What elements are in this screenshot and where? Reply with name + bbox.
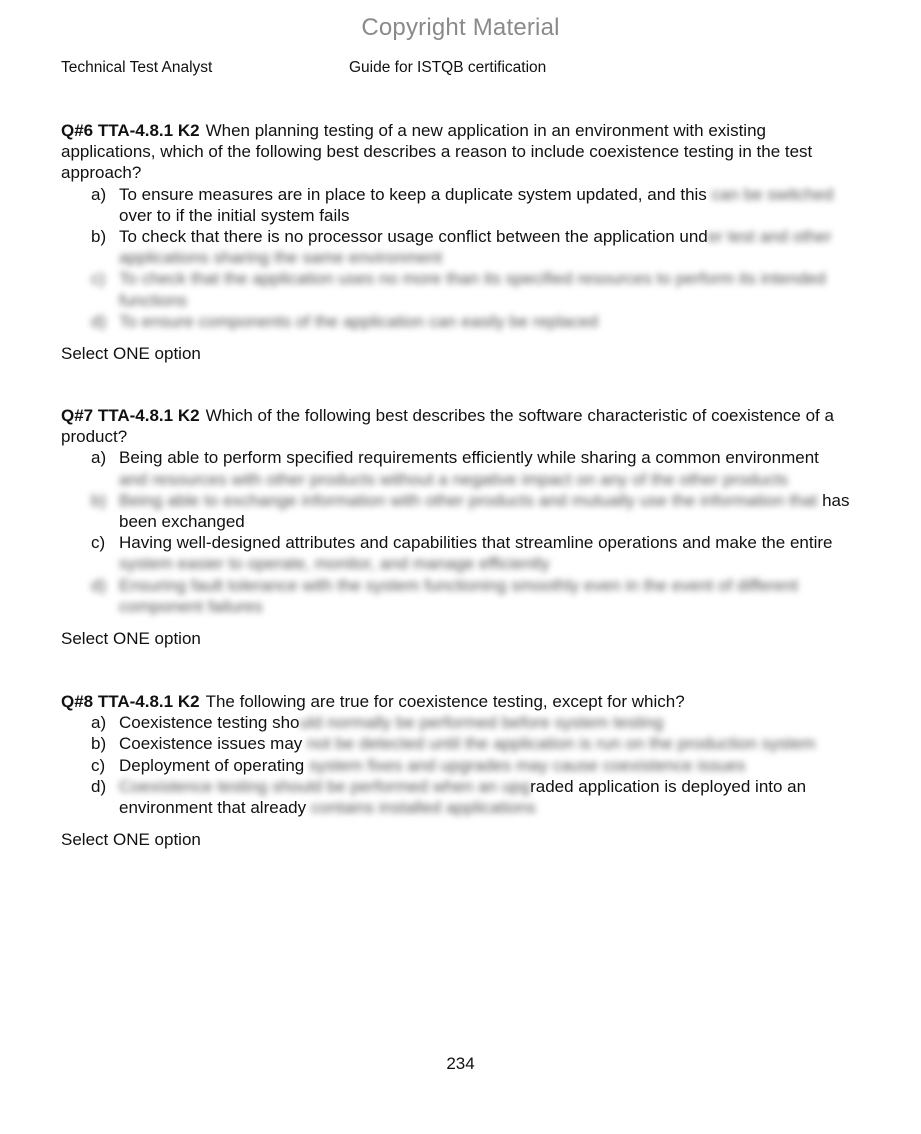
question-id: Q#8 TTA-4.8.1 K2	[61, 692, 200, 711]
question-8	[61, 691, 851, 850]
select-instruction: Select ONE option	[61, 830, 201, 850]
question-id: Q#7 TTA-4.8.1 K2	[61, 406, 200, 425]
option-letter: d)	[91, 311, 107, 331]
option-letter: c)	[91, 533, 106, 553]
question-6	[61, 120, 851, 364]
option-b	[61, 490, 851, 532]
option-list	[61, 447, 851, 617]
option-letter: c)	[91, 755, 106, 775]
option-text: Being able to perform specified requirements efficiently while sharing a common environment	[119, 448, 819, 468]
option-text-blurred: uld normally be performed before system testing	[299, 713, 664, 733]
question-text: The following are true for coexistence testing, except for which?	[205, 692, 685, 711]
option-list	[61, 184, 851, 332]
option-a	[61, 712, 851, 733]
question-header	[61, 691, 851, 712]
option-b	[61, 226, 851, 268]
page-number: 234	[446, 1054, 475, 1073]
option-letter: d)	[91, 575, 107, 595]
copyright-watermark: Copyright Material	[361, 14, 560, 41]
option-letter: b)	[91, 734, 107, 754]
header-center: Guide for ISTQB certification	[349, 59, 547, 76]
option-text-blurred: Being able to exchange information with other products and mutually use the information that	[119, 490, 818, 510]
option-text-blurred: system fixes and upgrades may cause coexistence issues	[304, 755, 746, 775]
option-c	[61, 755, 851, 776]
option-c	[61, 532, 851, 574]
option-b	[61, 733, 851, 754]
option-text-after: raded application is deployed into an environment that already	[119, 776, 807, 818]
option-a	[61, 184, 851, 226]
select-instruction: Select ONE option	[61, 629, 201, 649]
option-text-blurred: Coexistence testing should be performed when an upg	[119, 776, 531, 796]
option-letter: c)	[91, 269, 106, 289]
option-text-blurred: and resources with other products without a negative impact on any of the other products	[119, 469, 789, 489]
option-d	[61, 776, 851, 818]
question-text: Which of the following best describes the software characteristic of coexistence of a product?	[61, 406, 834, 447]
option-c	[61, 268, 851, 310]
option-list	[61, 712, 851, 818]
option-text-blurred: To check that the application uses no more than its specified resources to perform its intended functions	[119, 269, 826, 310]
header-left: Technical Test Analyst	[61, 59, 213, 76]
option-letter: a)	[91, 448, 107, 468]
option-a	[61, 447, 851, 489]
question-header	[61, 405, 851, 447]
question-text: When planning testing of a new application in an environment with existing applications, which of the following best describes a reason to include coexistence testing in the test approach?	[61, 121, 813, 183]
option-d	[61, 311, 851, 332]
question-7	[61, 405, 851, 649]
option-text: To ensure measures are in place to keep a duplicate system updated, and this	[119, 184, 707, 204]
option-text-blurred-tail: contains installed applications	[306, 798, 536, 818]
option-letter: d)	[91, 776, 107, 796]
question-id: Q#6 TTA-4.8.1 K2	[61, 121, 200, 140]
option-text-blurred: system easier to operate, monitor, and manage efficiently	[119, 554, 550, 574]
question-header	[61, 120, 851, 184]
option-text-blurred: Ensuring fault tolerance with the system functioning smoothly even in the event of different component failures	[119, 575, 799, 616]
option-text: Having well-designed attributes and capabilities that streamline operations and make the entire	[119, 533, 833, 553]
option-letter: a)	[91, 184, 107, 204]
option-text-blurred: not be detected until the application is run on the production system	[302, 734, 816, 754]
option-text-blurred: To ensure components of the application can easily be replaced	[119, 311, 599, 331]
option-letter: b)	[91, 227, 107, 247]
option-text-after: over to if the initial system fails	[119, 205, 350, 225]
option-text: To check that there is no processor usage conflict between the application und	[119, 227, 708, 247]
option-text: Coexistence testing sho	[119, 713, 300, 733]
option-text-after: has been exchanged	[119, 490, 850, 532]
select-instruction: Select ONE option	[61, 344, 201, 364]
option-text-blurred: er test and other applications sharing the same environment	[119, 227, 832, 268]
option-text: Coexistence issues may	[119, 734, 303, 754]
option-d	[61, 575, 851, 617]
option-text-blurred: can be switched	[706, 184, 834, 204]
option-text: Deployment of operating	[119, 755, 305, 775]
option-letter: a)	[91, 713, 107, 733]
option-letter: b)	[91, 490, 107, 510]
